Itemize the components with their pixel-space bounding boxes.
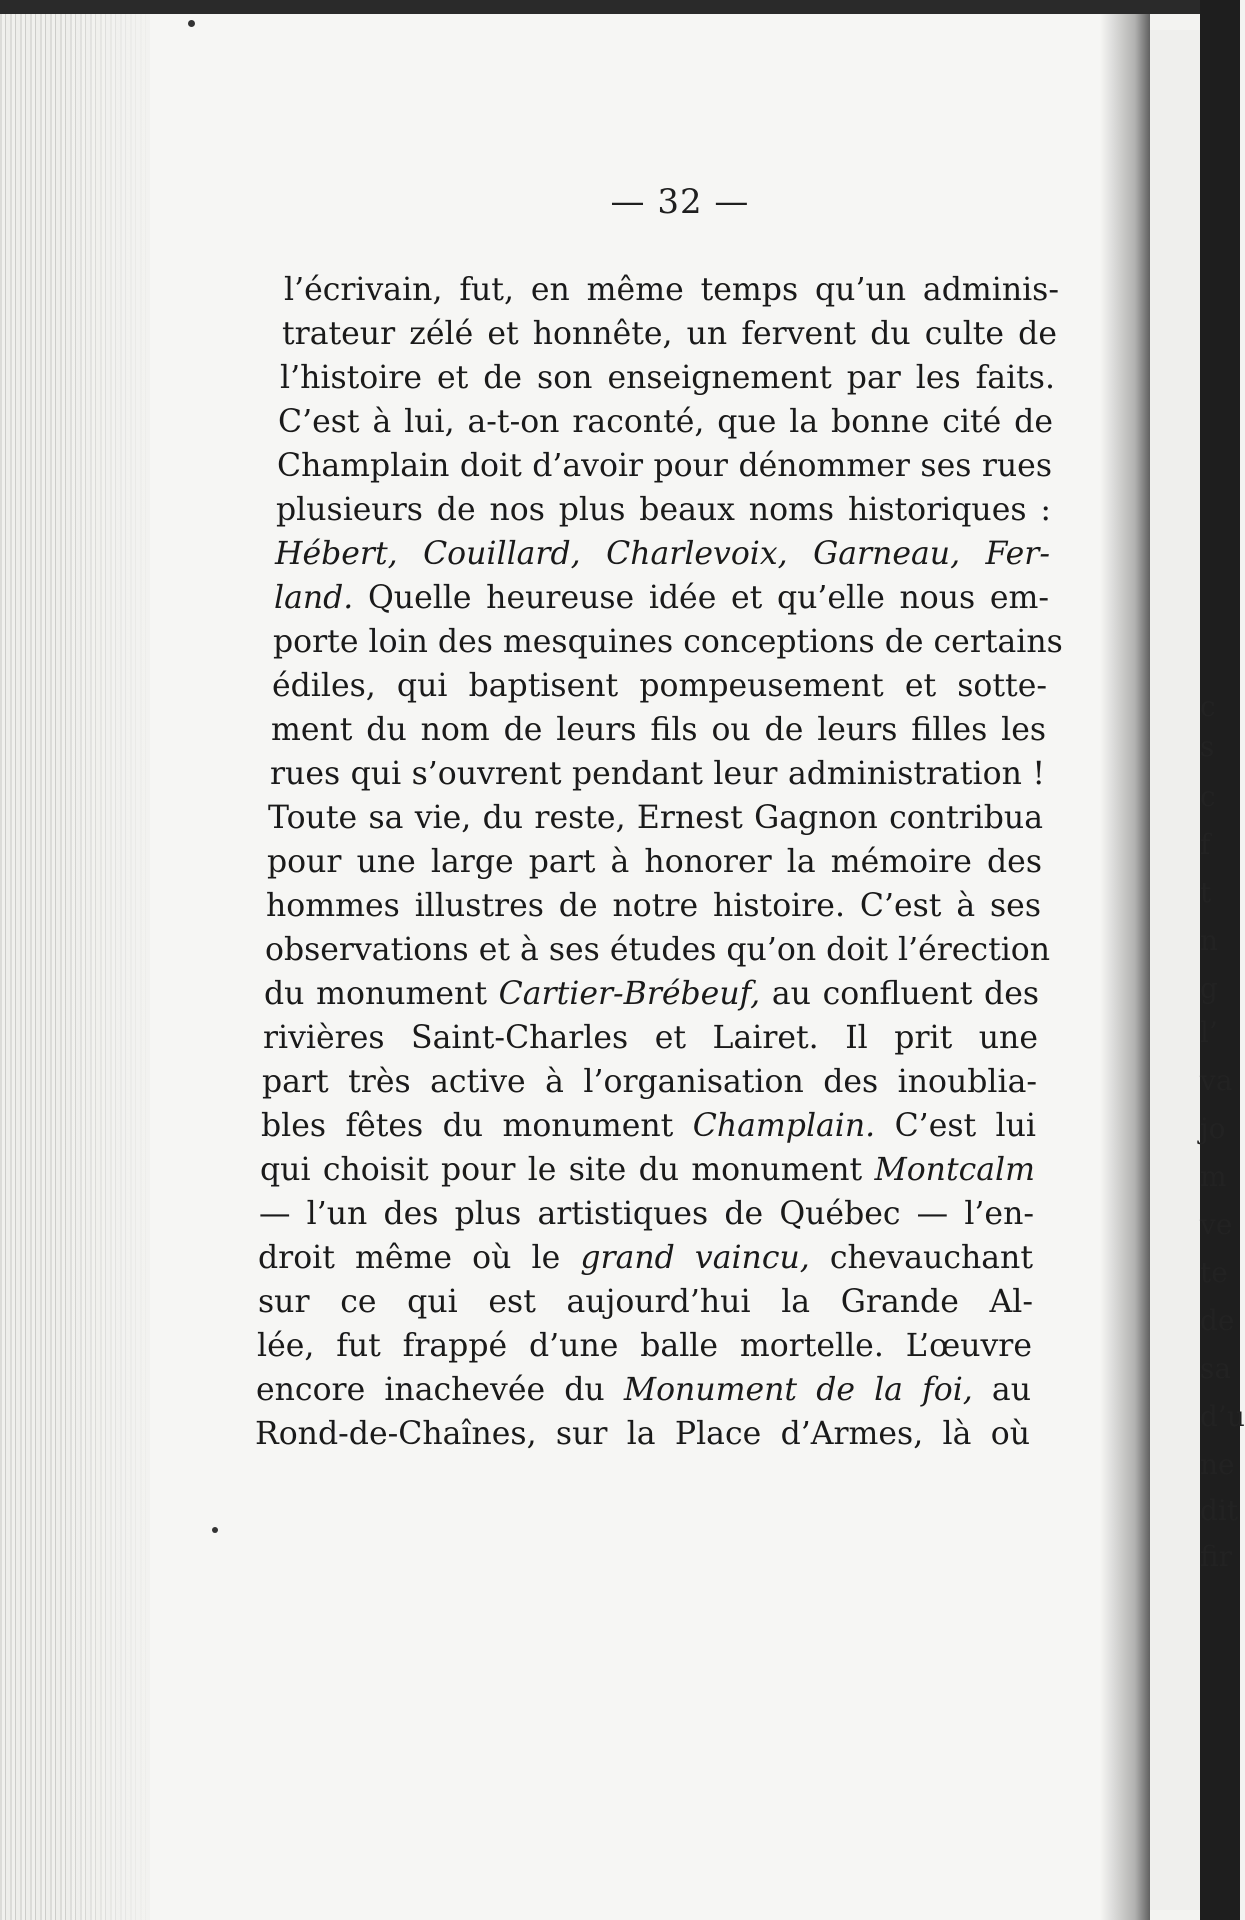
ink-dot (212, 1527, 218, 1533)
text-line: rues qui s’ouvrent pendant leur administration ! (270, 756, 1045, 792)
facing-page-fragment: s (1200, 730, 1215, 763)
text-line (264, 972, 1039, 1016)
facing-page-fragment: sa (1200, 1352, 1232, 1385)
text-fragment: Quelle heureuse idée et qu’elle nous em- (353, 580, 1049, 616)
text-line (256, 1368, 1031, 1412)
text-line: Toute sa vie, du reste, Ernest Gagnon contribua (268, 800, 1043, 836)
text-fragment: C’est lui (875, 1108, 1036, 1144)
monument-name-italic: Champlain. (692, 1108, 876, 1144)
italic-fragment: land. (274, 580, 354, 616)
text-line: sur ce qui est aujourd’hui la Grande Al- (258, 1284, 1033, 1320)
monument-name-italic: Monument de la foi, (623, 1372, 973, 1408)
text-fragment: qui choisit pour le site du monument (260, 1152, 875, 1188)
page-edges-fade (60, 14, 160, 1920)
text-line: rivières Saint-Charles et Lairet. Il prit une (263, 1020, 1038, 1056)
facing-page-fragment: c (1200, 690, 1216, 723)
text-line: hommes illustres de notre histoire. C’est à ses (266, 888, 1041, 924)
facing-page-fragment: d’u (1200, 1400, 1245, 1433)
text-fragment: chevauchant (809, 1240, 1033, 1276)
text-fragment: au confluent des (760, 976, 1039, 1012)
text-line (261, 1104, 1036, 1148)
text-fragment: droit même où le (258, 1240, 581, 1276)
text-line (260, 1148, 1035, 1192)
page-number: — 32 — (610, 182, 750, 222)
street-names-italic: Hébert, Couillard, Charlevoix, Garneau, Fer- (275, 536, 1050, 572)
text-line (275, 532, 1050, 576)
text-fragment: au (972, 1372, 1031, 1408)
facing-page-fragment: ve (1200, 1208, 1233, 1241)
text-line: plusieurs de nos plus beaux noms historiques : (276, 492, 1051, 528)
text-line: Rond-de-Chaînes, sur la Place d’Armes, là où (255, 1416, 1030, 1452)
facing-page-fragment: c (1200, 780, 1216, 813)
text-line: lée, fut frappé d’une balle mortelle. L’œuvre (257, 1328, 1032, 1364)
facing-page-fragment: t (1200, 876, 1212, 909)
text-line (258, 1236, 1033, 1280)
facing-page-fragment: te (1200, 1256, 1228, 1289)
text-line: édiles, qui baptisent pompeusement et sotte- (272, 668, 1047, 704)
facing-page-fragment: l’ (1200, 1016, 1218, 1049)
text-line: — l’un des plus artistiques de Québec — l’en- (259, 1196, 1034, 1232)
scan-border-top (0, 0, 1240, 14)
text-line: trateur zélé et honnête, un fervent du culte de (282, 316, 1057, 352)
gutter-shadow (1100, 14, 1150, 1920)
facing-page-fragment: de (1200, 1304, 1235, 1337)
facing-page-fragment: m (1200, 1160, 1227, 1193)
text-line: part très active à l’organisation des inoublia- (262, 1064, 1037, 1100)
text-line: pour une large part à honorer la mémoire des (267, 844, 1042, 880)
italic-fragment: grand vaincu, (580, 1240, 810, 1276)
ink-dot (188, 20, 195, 27)
facing-page-fragment: f (1200, 828, 1211, 861)
text-line: porte loin des mesquines conceptions de certains (273, 624, 1063, 660)
text-line (274, 576, 1049, 620)
text-line: C’est à lui, a-t-on raconté, que la bonne cité de (278, 404, 1053, 440)
facing-page-fragment: ne (1200, 1448, 1235, 1481)
text-fragment: encore inachevée du (256, 1372, 624, 1408)
text-fragment: bles fêtes du monument (261, 1108, 693, 1144)
monument-name-italic: Cartier-Brébeuf, (498, 976, 761, 1012)
text-line: observations et à ses études qu’on doit l’érection (265, 932, 1051, 968)
text-line: l’histoire et de son enseignement par les faits. (280, 360, 1055, 396)
text-line: Champlain doit d’avoir pour dénommer ses rues (277, 448, 1052, 484)
facing-page-fragment: g (1200, 972, 1218, 1005)
facing-page-fragment: dit (1200, 1494, 1239, 1527)
facing-page-fragment: jo (1200, 1112, 1226, 1145)
facing-page-fragment: n (1200, 924, 1219, 957)
scan-border-right (1200, 0, 1245, 1920)
text-line: l’écrivain, fut, en même temps qu’un adminis- (284, 272, 1059, 308)
monument-name-italic: Montcalm (874, 1152, 1035, 1188)
facing-page (1150, 30, 1200, 1910)
facing-page-fragment: fir (1200, 1540, 1233, 1573)
text-line: ment du nom de leurs fils ou de leurs filles les (271, 712, 1046, 748)
text-fragment: du monument (264, 976, 499, 1012)
facing-page-fragment: va (1200, 1064, 1233, 1097)
